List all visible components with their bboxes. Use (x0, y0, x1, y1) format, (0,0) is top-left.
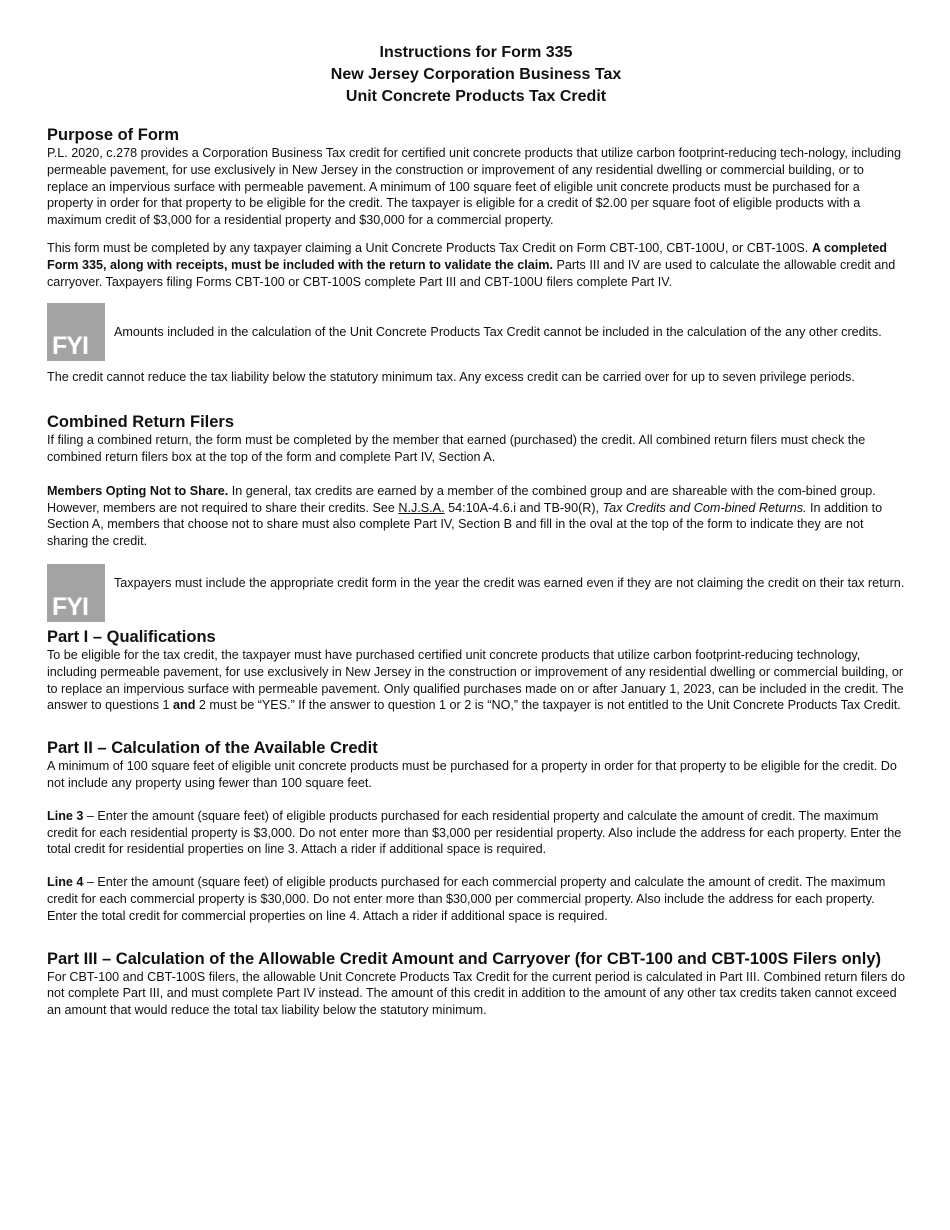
section-part-2 (47, 739, 905, 924)
part-2-line-3 (47, 808, 905, 858)
fyi-icon (47, 303, 105, 361)
combined-heading: Combined Return Filers (47, 413, 235, 432)
title-line-1: Instructions for Form 335 (379, 44, 573, 61)
purpose-paragraph-1: P.L. 2020, c.278 provides a Corporation Business Tax credit for certified unit concrete products that utilize carbon footprint-reducing tech-nology, including permeable pavement, for use exclusively in New Jersey in the construction or improvement of any residential dwelling or commercial building, or to replace an impervious surface with permeable pavement. A minimum of 100 square feet of eligible unit concrete products must be purchased for a property in order for that property to be eligible for the credit. The taxpayer is eligible for a credit of $2.00 per square foot of eligible products with a maximum credit of $3,000 for a residential property and $30,000 for a commercial property. (47, 146, 902, 228)
fyi-message: Taxpayers must include the appropriate credit form in the year the credit was earned even if they are not claiming the credit on their tax return. (114, 575, 905, 590)
text-run: In general, tax credits are earned by a member of the combined group and are shareable with the com-bined group. However, members are not required to share their credits. See (47, 483, 876, 515)
part-3-heading: Part III – Calculation of the Allowable Credit Amount and Carryover (for CBT-100 and CBT-100S Filers only) (47, 949, 882, 968)
purpose-heading: Purpose of Form (47, 126, 180, 144)
text-run: This form must be completed by any taxpayer claiming a Unit Concrete Products Tax Credit on Form CBT-100, CBT-100U, or CBT-100S. (47, 240, 812, 255)
text-run: In addition to Section A, members that choose not to share must also complete Part IV, Section B and fill in the oval at the top of the form to indicate they are not sharing the credit. (47, 500, 883, 549)
bold-text: Members Opting Not to Share. (47, 483, 229, 498)
part-2-heading: Part II – Calculation of the Available Credit (47, 739, 378, 758)
section-part-1 (47, 628, 905, 714)
section-part-3 (47, 950, 905, 1019)
part-1-paragraph (47, 647, 905, 714)
text-run: 2 must be “YES.” If the answer to question 1 or 2 is “NO,” the taxpayer is not entitled to the Unit Concrete Products Tax Credit. (195, 698, 901, 713)
title-line-3: Unit Concrete Products Tax Credit (345, 88, 607, 105)
part-2-paragraph-1: A minimum of 100 square feet of eligible unit concrete products must be purchased for a property in order for that property to be eligible for the credit. Do not include any property using fewer than 100 square feet. (47, 759, 897, 790)
fyi-message: Amounts included in the calculation of the Unit Concrete Products Tax Credit cannot be included in the calculation of the any other credits. (114, 324, 882, 339)
text-run: – Enter the amount (square feet) of eligible products purchased for each residential property and calculate the amount of credit. The maximum credit for each residential property is $3,000. Do not enter more than $3,000 per residential property. Also include the address for each property. Enter the total credit for residential properties on line 3. Attach a rider if additional space is required. (47, 808, 902, 857)
text-run: To be eligible for the tax credit, the taxpayer must have purchased certified unit concrete products that utilize carbon footprint-reducing technology, including permeable pavement, for use exclusively in New Jersey in the construction or improvement of any residential dwelling or commercial building, or to replace an impervious surface with permeable pavement. Only qualified purchases made on or after January 1, 2023, can be included in the credit. The answer to questions 1 (47, 647, 904, 713)
section-purpose (47, 126, 905, 386)
italic-text: Tax Credits and Com-bined Returns. (602, 500, 807, 515)
bold-text: A completed Form 335, along with receipts, must be included with the return to validate the claim. (47, 240, 887, 272)
title-line-2: New Jersey Corporation Business Tax (330, 66, 622, 83)
part-1-heading: Part I – Qualifications (47, 627, 216, 646)
purpose-paragraph-3: The credit cannot reduce the tax liability below the statutory minimum tax. Any excess credit can be carried over for up to seven privilege periods. (47, 370, 855, 385)
instructions-page (47, 42, 905, 1019)
fyi-note (47, 303, 905, 361)
document-title (47, 42, 905, 108)
statute-reference: N.J.S.A. (398, 500, 445, 515)
fyi-label: FYI (52, 592, 88, 621)
part-3-paragraph: For CBT-100 and CBT-100S filers, the allowable Unit Concrete Products Tax Credit for the current period is calculated in Part III. Combined return filers do not complete Part III, and must complete Part IV instead. The amount of this credit in addition to the amount of any other tax credits taken cannot exceed an amount that would reduce the total tax liability below the statutory minimum. (47, 969, 905, 1018)
bold-text: and (173, 698, 196, 713)
fyi-label: FYI (52, 332, 88, 361)
text-run: – Enter the amount (square feet) of eligible products purchased for each commercial property and calculate the amount of credit. The maximum credit for each commercial property is $30,000. Do not enter more than $30,000 per commercial property. Also include the address for each property. Enter the total credit for commercial properties on line 4. Attach a rider if additional space is required. (47, 875, 886, 923)
text-run: Parts III and IV are used to calculate the allowable credit and carryover. Taxpayers filing Forms CBT-100 or CBT-100S complete Part III and CBT-100U filers complete Part IV. (47, 257, 896, 289)
combined-paragraph-2 (47, 483, 905, 550)
purpose-paragraph-2 (47, 240, 905, 290)
line-label: Line 4 (47, 875, 84, 890)
fyi-icon (47, 564, 105, 622)
text-run: 54:10A-4.6.i and TB-90(R), (444, 500, 603, 515)
fyi-note (47, 564, 905, 622)
combined-paragraph-1: If filing a combined return, the form must be completed by the member that earned (purchased) the credit. All combined return filers must check the combined return filers box at the top of the form and complete Part IV, Section A. (47, 433, 866, 464)
section-combined (47, 413, 905, 622)
line-label: Line 3 (47, 808, 84, 823)
part-2-line-4 (47, 874, 905, 924)
